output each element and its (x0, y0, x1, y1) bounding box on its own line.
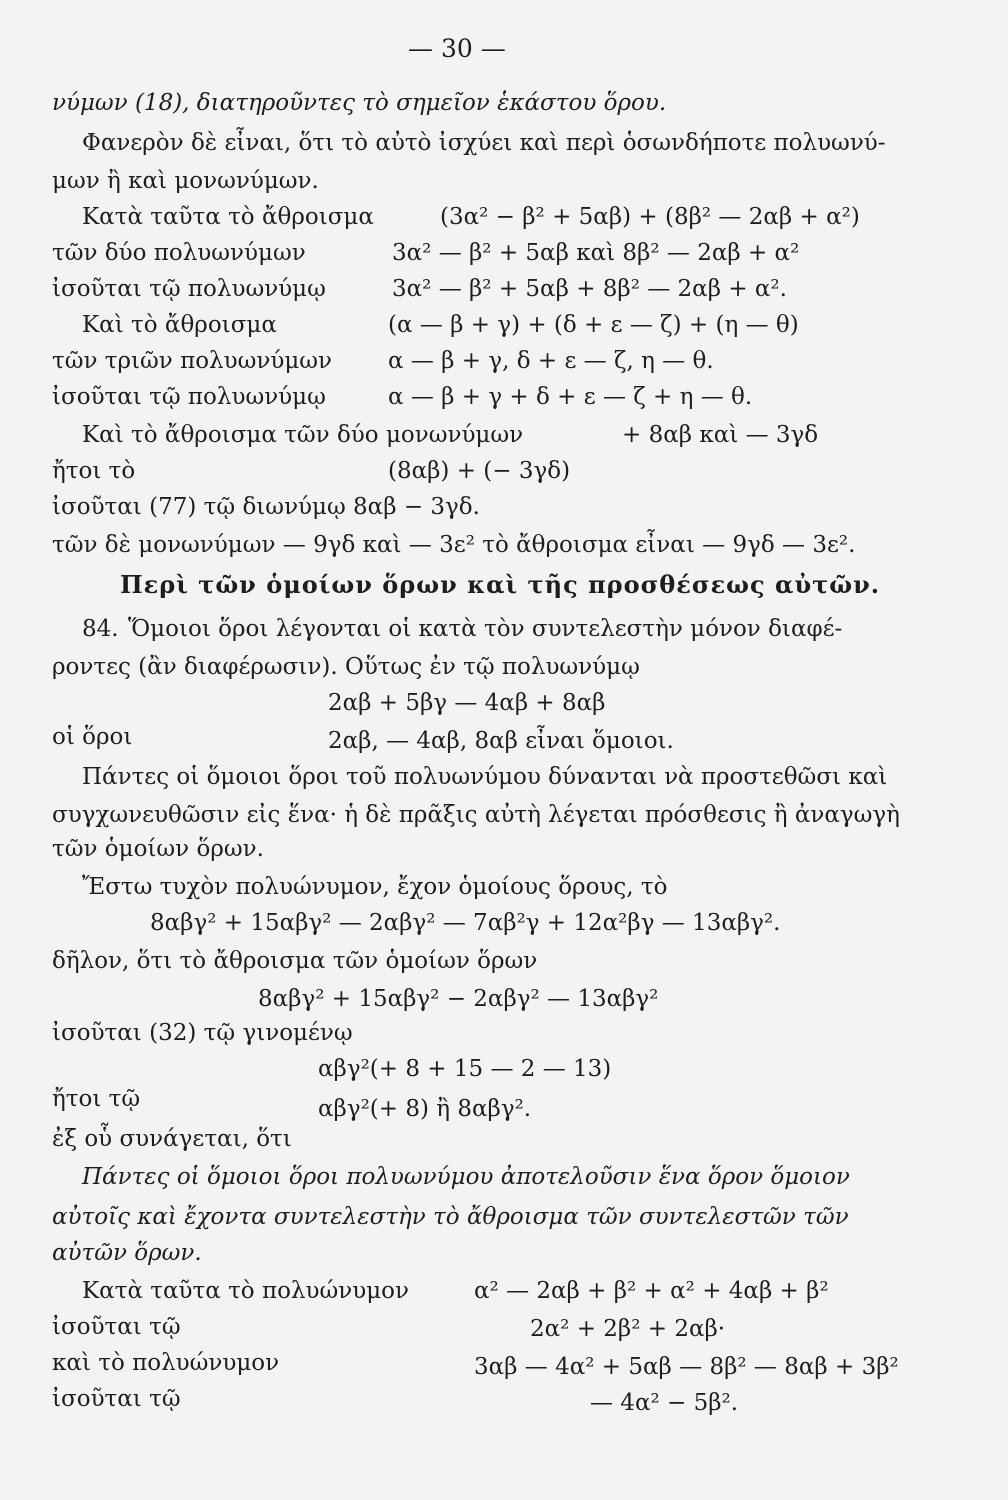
text-line: νύμων (18), διατηροῦντες τὸ σημεῖον ἑκάστου ὅρου. (52, 90, 667, 116)
text-line: ἰσοῦται τῷ (52, 1314, 181, 1340)
text-line: ἤτοι τὸ (52, 458, 136, 484)
math-expression: α — β + γ, δ + ε — ζ, η — θ. (388, 348, 714, 374)
text-line: τῶν τριῶν πολυωνύμων (52, 348, 333, 374)
text-line: Φανερὸν δὲ εἶναι, ὅτι τὸ αὐτὸ ἰσχύει καὶ περὶ ὁσωνδήποτε πολυωνύ- (82, 130, 886, 156)
math-expression: (8αβ) + (− 3γδ) (388, 458, 571, 484)
text-line: ἐξ οὗ συνάγεται, ὅτι (52, 1126, 292, 1152)
math-expression: 2α² + 2β² + 2αβ· (530, 1316, 726, 1342)
math-expression: 3α² — β² + 5αβ καὶ 8β² — 2αβ + α² (392, 240, 800, 266)
text-line: Πάντες οἱ ὅμοιοι ὅροι τοῦ πολυωνύμου δύνανται νὰ προστεθῶσι καὶ (82, 764, 888, 790)
text-line: τῶν δύο πολυωνύμων (52, 240, 306, 266)
page-number: — 30 — (408, 34, 506, 63)
text-line: δῆλον, ὅτι τὸ ἄθροισμα τῶν ὁμοίων ὅρων (52, 948, 538, 974)
text-line: Καὶ τὸ ἄθροισμα (82, 312, 277, 338)
math-expression: 8αβγ² + 15αβγ² − 2αβγ² — 13αβγ² (258, 986, 659, 1012)
rule-text: αὐτῶν ὅρων. (52, 1240, 202, 1266)
text-line: συγχωνευθῶσιν εἰς ἕνα· ἡ δὲ πρᾶξις αὐτὴ λέγεται πρόσθεσις ἢ ἀναγωγὴ (52, 802, 900, 828)
text-line: ροντες (ἂν διαφέρωσιν). Οὕτως ἐν τῷ πολυωνύμῳ (52, 654, 640, 680)
text-line: Ὅμοιοι ὅροι λέγονται οἱ κατὰ τὸν συντελεστὴν μόνον διαφέ- (128, 616, 843, 642)
text-line: καὶ τὸ πολυώνυμον (52, 1350, 280, 1376)
section-heading: Περὶ τῶν ὁμοίων ὅρων καὶ τῆς προσθέσεως αὐτῶν. (120, 570, 881, 599)
text-line: ἤτοι τῷ (52, 1086, 141, 1112)
math-expression: 3α² — β² + 5αβ + 8β² — 2αβ + α². (392, 276, 787, 302)
text-line: τῶν δὲ μονωνύμων — 9γδ καὶ — 3ε² τὸ ἄθροισμα εἶναι — 9γδ — 3ε². (52, 532, 856, 558)
math-expression: (α — β + γ) + (δ + ε — ζ) + (η — θ) (388, 312, 799, 338)
text-line: ἰσοῦται τῷ πολυωνύμῳ (52, 384, 326, 410)
text-line: Κατὰ ταῦτα τὸ ἄθροισμα (82, 204, 374, 230)
text-line: ἰσοῦται (32) τῷ γινομένῳ (52, 1020, 353, 1046)
text-line: ἰσοῦται τῷ πολυωνύμῳ (52, 276, 326, 302)
text-line: μων ἢ καὶ μονωνύμων. (52, 168, 319, 194)
math-expression: α² — 2αβ + β² + α² + 4αβ + β² (474, 1278, 829, 1304)
math-expression: 2αβ + 5βγ — 4αβ + 8αβ (328, 690, 606, 716)
text-line: Κατὰ ταῦτα τὸ πολυώνυμον (82, 1278, 409, 1304)
math-expression: 2αβ, — 4αβ, 8αβ εἶναι ὅμοιοι. (328, 728, 674, 754)
math-expression: αβγ²(+ 8 + 15 — 2 — 13) (318, 1056, 612, 1082)
section-number: 84. (82, 616, 119, 642)
rule-text: Πάντες οἱ ὅμοιοι ὅροι πολυωνύμου ἀποτελοῦσιν ἕνα ὅρον ὅμοιον (82, 1164, 850, 1190)
math-expression: 3αβ — 4α² + 5αβ — 8β² — 8αβ + 3β² (474, 1354, 899, 1380)
text-line: οἱ ὅροι (52, 724, 133, 750)
math-expression: (3α² − β² + 5αβ) + (8β² — 2αβ + α²) (440, 204, 860, 230)
math-expression: + 8αβ καὶ — 3γδ (622, 422, 819, 448)
math-expression: αβγ²(+ 8) ἢ 8αβγ². (318, 1096, 532, 1122)
math-expression: — 4α² − 5β². (590, 1390, 739, 1416)
text-line: τῶν ὁμοίων ὅρων. (52, 836, 264, 862)
math-expression: α — β + γ + δ + ε — ζ + η — θ. (388, 384, 753, 410)
text-line: Ἔστω τυχὸν πολυώνυμον, ἔχον ὁμοίους ὅρους, τὸ (82, 874, 668, 900)
text-line: Καὶ τὸ ἄθροισμα τῶν δύο μονωνύμων (82, 422, 524, 448)
rule-text: αὐτοῖς καὶ ἔχοντα συντελεστὴν τὸ ἄθροισμα τῶν συντελεστῶν τῶν (52, 1204, 849, 1230)
math-expression: 8αβγ² + 15αβγ² — 2αβγ² — 7αβ²γ + 12α²βγ — 13αβγ². (150, 910, 781, 936)
text-line: ἰσοῦται τῷ (52, 1386, 181, 1412)
text-line: ἰσοῦται (77) τῷ διωνύμῳ 8αβ − 3γδ. (52, 494, 480, 520)
